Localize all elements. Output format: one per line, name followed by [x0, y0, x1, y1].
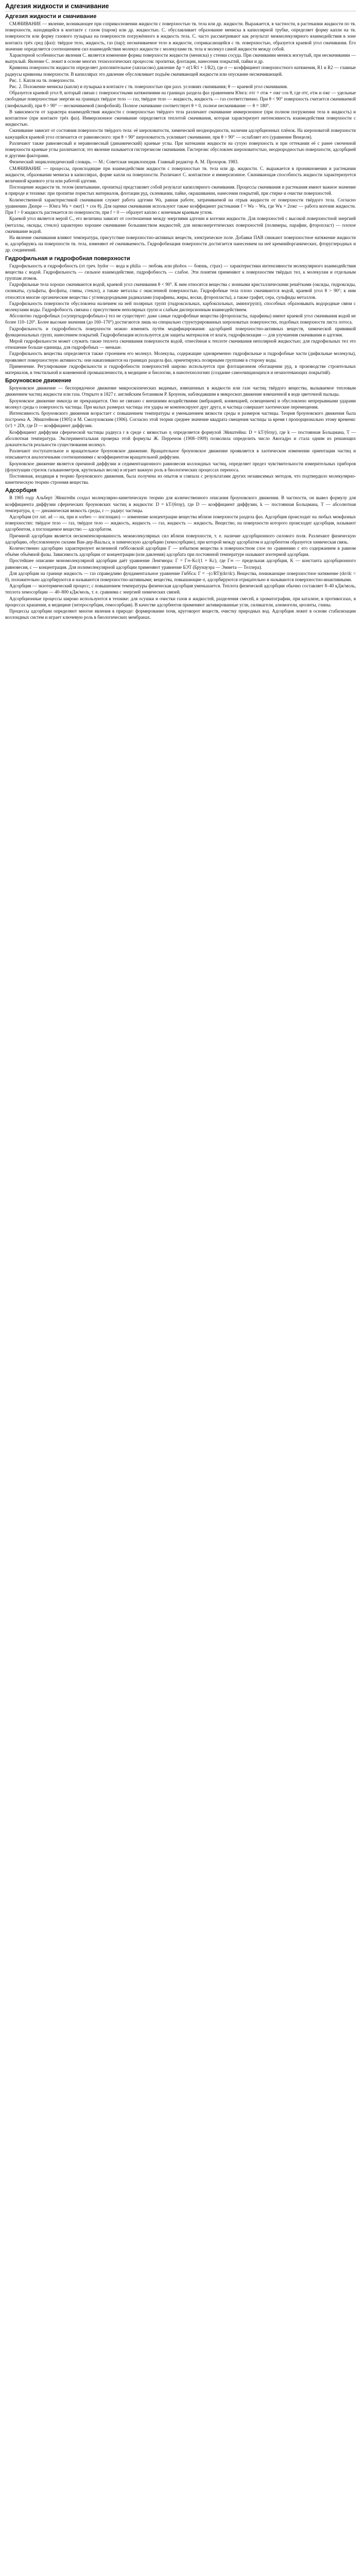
paragraph: Броуновское движение — беспорядочное движение микроскопических видимых, взвешенных в жидкости или газе частиц твёрдого вещества, вызываемое тепловым движением частиц жидкости или газа. Открыто в 1827 г. английским ботаником Р. Броуном, наблюдавшим в микроскоп движение взвешенной в воде цветочной пыльцы. [5, 385, 356, 397]
figure-caption: Рис. 2. Положение мениска (капли) и пузырька в контакте с тв. поверхностью при разл. условиях смачивания; θ — краевой угол смачивания. [9, 84, 288, 90]
paragraph: Образуется краевой угол θ, который связан с поверхностными натяжениями на границах раздела фаз уравнением Юнга: σтг = σтж + σжг·cos θ, где σтг, σтж и σжг — удельные свободные поверхностные энергии на границах твёрдое тело — газ, твёрдое тело — жидкость, жидкость — газ соответственно. При θ < 90° поверхность считается смачиваемой (лиофильной), при θ > 90° — несмачиваемой (лиофобной). Полное смачивание соответствует θ = 0, полное несмачивание — θ = 180°. [5, 90, 356, 108]
paragraph: Постоянная, входящая в теорию броуновского движения, была получена из опытов и совпала с результатами других независимых методов, что подтвердило молекулярно-кинетическую теорию строения вещества. [5, 473, 356, 485]
section-heading-brownian: Броуновское движение [5, 378, 72, 384]
paragraph: Краевой угол является мерой С., его величина зависит от соотношения между энергиями адгезии и когезии жидкости. Для поверхностей с высокой поверхностной энергией (металлы, оксиды, стекло) характерно хорошее смачивание большинством жидкостей; для низкоэнергетических поверхностей (полимеры, парафин, фторопласт) — плохое смачивание водой. [5, 216, 356, 234]
section-hydrophilic-body [5, 263, 356, 376]
paragraph: Смачивание зависит от состояния поверхности твёрдого тела: её шероховатости, химической неоднородности, наличия адсорбционных плёнок. На шероховатой поверхности кажущийся краевой угол отличается от равновесного: при θ < 90° шероховатость усиливает смачивание, при θ > 90° — ослабляет его (уравнение Венцеля). [5, 128, 356, 140]
section-heading-adsorption: Адсорбция [5, 487, 37, 494]
paragraph: Для адсорбции на границе жидкость — газ справедливо фундаментальное уравнение Гиббса: Γ = −(c/RT)(dσ/dc). Вещества, понижающие поверхностное натяжение (dσ/dc < 0), положительно адсорбируются и называются поверхностно-активными; вещества, повышающие σ, адсорбируются отрицательно и называются поверхностно-инактивными. [5, 570, 356, 583]
paragraph: Гидрофильность вещества определяется также строением его молекул. Молекулы, содержащие одновременно гидрофильные и гидрофобные части (дифильные молекулы), проявляют поверхностную активность: они накапливаются на границах раздела фаз, ориентируясь полярными группами в сторону воды. [5, 351, 356, 363]
paragraph: Гидрофильные тела хорошо смачиваются водой, краевой угол смачивания θ < 90°. К ним относятся вещества с ионными кристаллическими решётками (оксиды, гидроксиды, силикаты, сульфаты, фосфаты, глины, стекло), а также металлы с окисленной поверхностью. Гидрофобные тела плохо смачиваются водой, краевой угол θ > 90°; к ним относятся многие органические вещества с углеводородными радикалами (парафины, жиры, воски, фторопласты), а также графит, сера, сульфиды металлов. [5, 282, 356, 300]
paragraph: В 1905 году Альберт Эйнштейн создал молекулярно-кинетическую теорию для количественного описания броуновского движения. В частности, он вывел формулу для коэффициента диффузии сферических броуновских частиц в жидкости: D = kT/(6πηr), где D — коэффициент диффузии, k — постоянная Больцмана, T — абсолютная температура, η — динамическая вязкость среды, r — радиус частицы. [5, 495, 356, 513]
paragraph: Количественно адсорбцию характеризуют величиной гиббсовской адсорбции Γ — избытком вещества в поверхностном слое по сравнению с его содержанием в равном объёме объёмной фазы. Зависимость адсорбции от концентрации (или давления) адсорбата при постоянной температуре называют изотермой адсорбции. [5, 546, 356, 557]
page-title: Адгезия жидкости и смачивание [5, 3, 109, 10]
paragraph: Адсорбционные процессы широко используются в технике: для осушки и очистки газов и жидкостей, разделения смесей, в хроматографии, при катализе, в противогазах, в процессах крашения, в медицине (энтеросорбция, гемосорбция). В качестве адсорбентов применяют активированные угли, силикагели, алюмогели, цеолиты, глины. [5, 596, 356, 607]
section-adsorption-body [5, 495, 356, 620]
paragraph: СМАЧИВАНИЕ — процессы, происходящие при взаимодействии жидкости с поверхностью тв. тела или др. жидкости. С. выражается в проникновении и растекании жидкости, образовании мениска в капиллярах, форме капли на поверхности. Различают С. контактное и иммерсионное. Смачивающая способность жидкости характеризуется величиной краевого угла или работой адгезии. [5, 165, 356, 184]
paragraph: Интенсивность броуновского движения возрастает с повышением температуры и уменьшением вязкости среды и размеров частицы. Теория броуновского движения была построена А. Эйнштейном (1905) и М. Смолуховским (1906). Согласно этой теории среднее значение квадрата смещения частицы за время t пропорционально этому времени: ⟨x²⟩ = 2Dt, где D — коэффициент диффузии. [5, 410, 356, 429]
paragraph: Гидрофильность поверхности обусловлена наличием на ней полярных групп (гидроксильных, карбоксильных, аминогрупп), способных образовывать водородные связи с молекулами воды. Гидрофобность связана с присутствием неполярных групп и слабым дисперсионным взаимодействием. [5, 300, 356, 312]
paragraph: На явление смачивания влияют температура, присутствие поверхностно-активных веществ, электрическое поле. Добавки ПАВ снижают поверхностное натяжение жидкости и, адсорбируясь на поверхности тв. тела, изменяют её смачиваемость. Гидрофобизация поверхности достигается нанесением на неё кремнийорганических, фторуглеродных и др. соединений. [5, 234, 356, 253]
paragraph: Причиной адсорбции является нескомпенсированность межмолекулярных сил вблизи поверхности, т. е. наличие адсорбционного силового поля. Различают физическую адсорбцию, обусловленную силами Ван-дер-Ваальса, и химическую адсорбцию (хемосорбцию), при которой между адсорбатом и адсорбентом образуется химическая связь. [5, 533, 356, 545]
paragraph: В зависимости от характера взаимодействия жидкости с поверхностью твёрдого тела различают смачивание иммерсионное (при полном погружении тела в жидкость) и контактное (при контакте трёх фаз). Иммерсионное смачивание определяется теплотой смачивания, которая характеризует интенсивность взаимодействия поверхности с жидкостью. [5, 109, 356, 127]
paragraph: Простейшее описание мономолекулярной адсорбции даёт уравнение Ленгмюра: Γ = Γ∞·Kc/(1 + Kc), где Γ∞ — предельная адсорбция, K — константа адсорбционного равновесия, c — концентрация. Для полимолекулярной адсорбции применяют уравнение БЭТ (Брунауэра — Эммета — Теллера). [5, 558, 356, 570]
paragraph: Применение. Регулирование гидрофильности и гидрофобности поверхностей широко используется при флотационном обогащении руд, в производстве строительных материалов, в текстильной и кожевенной промышленности, в медицине и биологии, в нанотехнологиях (создание самоочищающихся и незапотевающих покрытий). [5, 363, 356, 375]
section-heading-wetting: Адгезия жидкости и смачивание [5, 13, 97, 20]
paragraph: Броуновское движение является причиной диффузии и седиментационного равновесия коллоидных частиц, определяет предел чувствительности измерительных приборов (флуктуации стрелок гальванометров, крутильных весов) и играет важную роль в биологических процессах переноса. [5, 461, 356, 472]
paragraph: Различают также равновесный и неравновесный (динамический) краевые углы. При натекании жидкости на сухую поверхность и при оттекании её с ранее смоченной поверхности краевые углы различаются; это явление называется гистерезисом смачивания. Гистерезис обусловлен шероховатостью, неоднородностью поверхности, адсорбцией и другими факторами. [5, 140, 356, 159]
paragraph: Абсолютно гидрофобных («супергидрофобных») тел не существует: даже самые гидрофобные вещества (фторопласты, парафины) имеют краевой угол смачивания водой не более 110–120°. Более высокие значения (до 160–170°) достигаются лишь на специально структурированных шероховатых поверхностях, подобных поверхности листа лотоса. [5, 313, 356, 325]
paragraph: Различают поступательное и вращательное броуновское движение. Вращательное броуновское движение проявляется в хаотическом изменении ориентации частиц и описывается аналогичными соотношениями с коэффициентом вращательной диффузии. [5, 448, 356, 460]
paragraph: СМАЧИВАНИЕ — явление, возникающее при соприкосновении жидкости с поверхностью тв. тела или др. жидкости. Выражается, в частности, в растекании жидкости по тв. поверхности, находящейся в контакте с газом (паром) или др. жидкостью. С. обуславливает образование мениска в капиллярной трубке, определяет форму капли на тв. поверхности или форму газового пузырька на поверхности погружённого в жидкость тела. С. часто рассматривают как результат межмолекулярного взаимодействия в зоне контакта трёх сред (фаз): твёрдое тело, жидкость, газ (пар); несмачиваемое тело в жидкости, соприкасающейся с тв. поверхностью, образуется краевой угол смачивания. Его значение определяется соотношением сил взаимодействия молекул жидкости с молекулами тв. тела и молекул самой жидкости между собой. [5, 21, 356, 52]
figure-caption: Рис. 1. Капля на тв. поверхности. [9, 77, 75, 83]
paragraph: Процессы адсорбции определяют многие явления в природе: формирование почв, круговорот веществ, очистку природных вод. Адсорбция лежит в основе стабилизации коллоидных систем и играет ключевую роль в биологических мембранах. [5, 608, 356, 620]
paragraph: Количественной характеристикой смачивания служит работа адгезии Wa, равная работе, затрачиваемой на отрыв жидкости от поверхности твёрдого тела. Согласно уравнению Дюпре — Юнга Wa = σжг(1 + cos θ). Для оценки смачивания используют также коэффициент растекания f = Wa − Wк, где Wк = 2σжг — работа когезии жидкости. При f > 0 жидкость растекается по поверхности, при f < 0 — образует каплю с конечным краевым углом. [5, 197, 356, 215]
paragraph: Адсорбция — экзотермический процесс; с повышением температуры физическая адсорбция уменьшается. Теплота физической адсорбции обычно составляет 8–40 кДж/моль, теплота хемосорбции — 40–800 кДж/моль, т. е. сравнима с энергией химических связей. [5, 583, 356, 595]
paragraph: Броуновское движение никогда не прекращается. Оно не связано с внешними воздействиями (вибрацией, конвекцией, освещением) и обусловлено непрерывными ударами молекул среды о поверхность частицы. При малых размерах частицы эти удары не компенсируют друг друга, и частица совершает хаотические перемещения. [5, 398, 356, 410]
section-heading-hydrophilic: Гидрофильная и гидрофобная поверхности [5, 255, 130, 262]
paragraph: Кривизна поверхности жидкости определяет дополнительное (лапласово) давление Δp = σ(1/R1 + 1/R2), где σ — коэффициент поверхностного натяжения, R1 и R2 — главные радиусы кривизны поверхности. В капиллярах это давление обусловливает подъём смачивающей жидкости или опускание несмачивающей. [5, 65, 356, 77]
section-wetting-body [5, 21, 356, 253]
article [5, 0, 356, 623]
paragraph: Поглощение жидкости тв. телом (впитывание, пропитка) представляет собой результат капиллярного смачивания. Процессы смачивания и растекания имеют важное значение в природе и технике: при пропитке пористых материалов, флотации руд, склеивании, пайке, окрашивании, нанесении покрытий, при стирке и очистке поверхностей. [5, 184, 356, 196]
paragraph: Адсорбция (от лат. ad — на, при и sorbeo — поглощаю) — изменение концентрации вещества вблизи поверхности раздела фаз. Адсорбция происходит на любых межфазных поверхностях: твёрдое тело — газ, твёрдое тело — жидкость, жидкость — газ, жидкость — жидкость. Вещество, на поверхности которого происходит адсорбция, называют адсорбентом, а поглощаемое вещество — адсорбатом. [5, 514, 356, 532]
paragraph: Характерной особенностью явления С. является изменение формы поверхности жидкости (мениска) у стенки сосуда. При смачивании мениск вогнутый, при несмачивании — выпуклый. Явление С. лежит в основе многих технологических процессов: пропитки, флотации, нанесения покрытий, пайки и др. [5, 53, 356, 64]
paragraph: Мерой гидрофильности может служить также теплота смачивания поверхности водой, отнесённая к теплоте смачивания неполярной жидкостью; для гидрофильных тел это отношение больше единицы, для гидрофобных — меньше. [5, 338, 356, 350]
paragraph: Коэффициент диффузии сферической частицы радиуса r в среде с вязкостью η определяется формулой Эйнштейна: D = kT/(6πηr), где k — постоянная Больцмана, T — абсолютная температура. Экспериментальная проверка этой формулы Ж. Перреном (1908–1909) позволила определить число Авогадро и стала одним из решающих доказательств реальности существования молекул. [5, 429, 356, 447]
paragraph: Гидрофильность и гидрофобность поверхности можно изменять путём модифицирования: адсорбцией поверхностно-активных веществ, химической прививкой функциональных групп, нанесением покрытий. Гидрофобизация используется для защиты материалов от влаги, гидрофилизация — для улучшения смачивания и адгезии. [5, 326, 356, 337]
section-brownian-body [5, 385, 356, 485]
source-citation: Физический энциклопедический словарь. — М.: Советская энциклопедия. Главный редактор А. М. Прохоров. 1983. [9, 159, 239, 165]
paragraph: Гидрофильность и гидрофобность (от греч. hydor — вода и philia — любовь или phobos — боязнь, страх) — характеристики интенсивности молекулярного взаимодействия вещества с водой. Гидрофильность — сильное взаимодействие, гидрофобность — слабое. Эти понятия применяют к поверхностям твёрдых тел, к молекулам и отдельным группам атомов. [5, 263, 356, 281]
